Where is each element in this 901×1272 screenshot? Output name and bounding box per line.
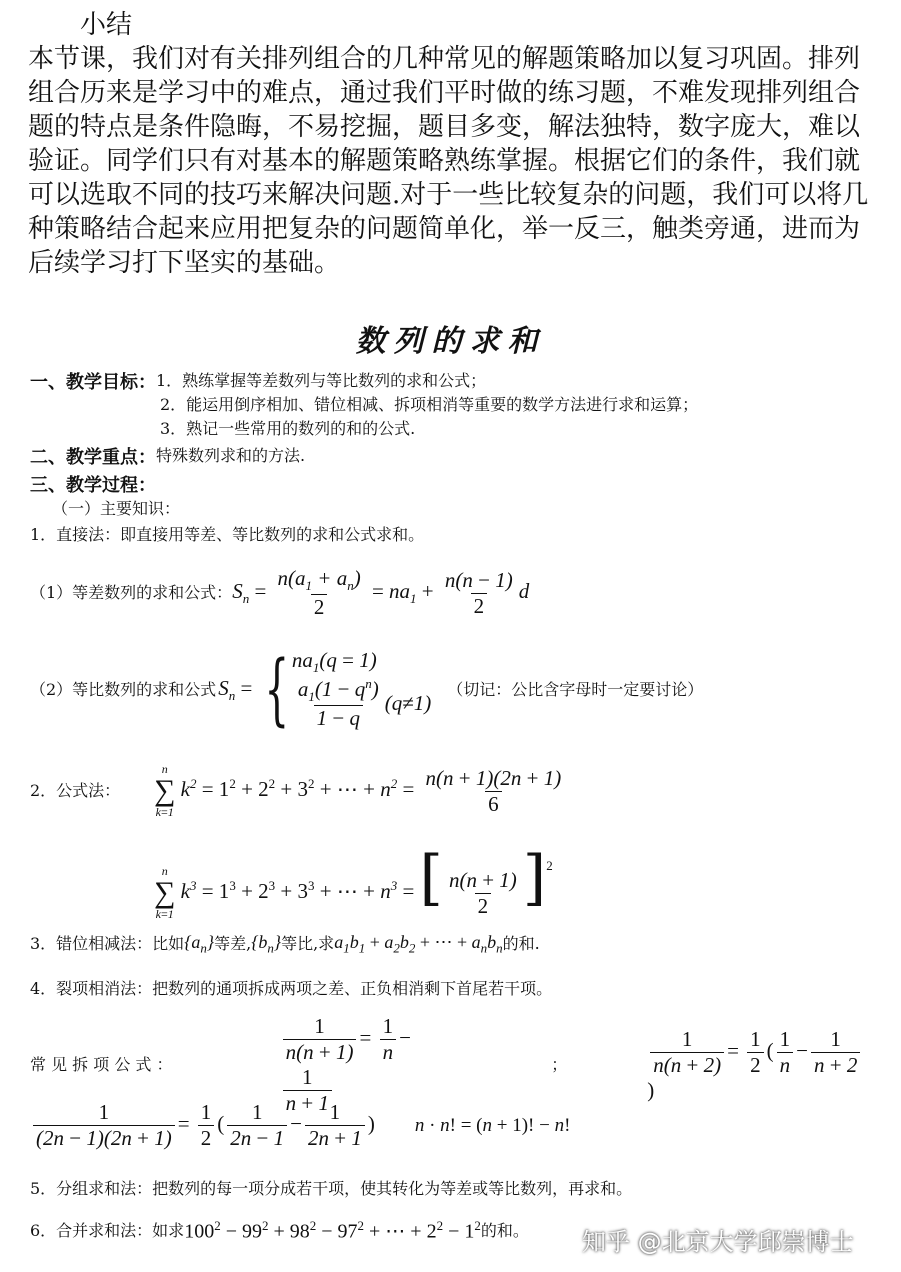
method-6-row bbox=[30, 1218, 529, 1244]
split-formula-2: $\frac{1}{n(n + 2)}$ = $\frac{1}{2}$ ( $\frac{1}{n}$ − $\frac{1}{n + 2}$ ) bbox=[647, 1027, 870, 1103]
method-6-formula: $100^2 - 99^2 + 98^2 - 97^2$ + ⋯ + $2^2 - 1^2$ bbox=[184, 1218, 481, 1243]
process-label: 三、教学过程： bbox=[30, 475, 156, 496]
method-3-row: 3．错位相减法：比如 $\{a_n\}$ 等差, $\{b_n\}$ 等比,求 $a_1b_1 + a_2b_2$ + ⋯ + $a_nb_n$ 的和. bbox=[30, 932, 540, 956]
left-brace: { bbox=[264, 644, 290, 735]
split-formula-1: $\frac{1}{n(n + 1)}$ = $\frac{1}{n}$ − $\frac{1}{n + 1}$ bbox=[280, 1014, 472, 1116]
summary-paragraph: 本节课，我们对有关排列组合的几种常见的解题策略加以复习巩固。排列组合历来是学习中的难点，通过我们平时做的练习题，不难发现排列组合题的特点是条件隐晦，不易挖掘，题目多变，解法独特，数字庞大，难以验证。同学们只有对基本的解题策略熟练掌握。根据它们的条件，我们就可以选取不同的技巧来解决问题.对于一些比较复杂的问题，我们可以将几种策略结合起来应用把复杂的问题简单化，举一反三，触类旁通，进而为后续学习打下坚实的基础。 bbox=[28, 44, 869, 278]
sum-cubes-formula: n ∑ k=1 $k^3 = 1^3 + 2^3 + 3^3$ + ⋯ + $n^3$ = [ $\frac{n(n + 1)}{2}$ ]$^2$ bbox=[154, 843, 553, 922]
focus-text: 特殊数列求和的方法. bbox=[156, 446, 306, 465]
method-6-label: 6．合并求和法：如求 bbox=[30, 1220, 185, 1240]
arith-sum-row bbox=[30, 566, 529, 620]
split-formulas-row-2 bbox=[30, 1100, 570, 1151]
method-3-text-1: 等差, bbox=[214, 934, 252, 954]
summary-section bbox=[28, 8, 878, 280]
method-4-text: 4．裂项相消法：把数列的通项拆成两项之差、正负相消剩下首尾若干项。 bbox=[30, 979, 553, 998]
geom-sum-row: （2）等比数列的求和公式 $S_n$ = { $na_1(q = 1)$ $\frac{a_1(1 - q^n)}{1 - q}$ (q ≠ 1) （切记：公比含字母时一定要讨论） bbox=[30, 644, 704, 735]
split-formula-3: $\frac{1}{(2n - 1)(2n + 1)}$ = $\frac{1}{2}$ ( $\frac{1}{2n - 1}$ − $\frac{1}{2n + 1}$ ) bbox=[30, 1100, 375, 1151]
method-5-text: 5．分组求和法：把数列的每一项分成若干项，使其转化为等差或等比数列，再求和。 bbox=[30, 1179, 633, 1198]
method-6-tail: 的和。 bbox=[480, 1220, 529, 1240]
geom-sum-cases: $na_1(q = 1)$ $\frac{a_1(1 - q^n)}{1 - q}$ (q ≠ 1) bbox=[291, 648, 432, 731]
separator: ； bbox=[551, 1055, 568, 1074]
sum-cubes-row bbox=[154, 843, 553, 922]
goal-item-1: 1．熟练掌握等差数列与等比数列的求和公式； bbox=[156, 371, 487, 390]
goal-item-2: 2．能运用倒序相加、错位相减、拆项相消等重要的数学方法进行求和运算； bbox=[160, 395, 699, 414]
split-formula-4: n · n! = (n + 1)! − n! bbox=[414, 1114, 571, 1136]
method-1-text: 1．直接法：即直接用等差、等比数列的求和公式求和。 bbox=[30, 525, 425, 544]
focus-row bbox=[30, 443, 305, 469]
method-3-text-2: 等比,求 bbox=[281, 934, 335, 954]
method-3-label: 3．错位相减法：比如 bbox=[30, 934, 185, 954]
sum-squares-row bbox=[30, 762, 567, 820]
focus-label: 二、教学重点： bbox=[30, 447, 156, 468]
geom-sum-note: （切记：公比含字母时一定要讨论） bbox=[447, 679, 704, 699]
arith-sum-label: （1）等差数列的求和公式： bbox=[30, 583, 233, 603]
summary-heading: 小结 bbox=[80, 10, 133, 40]
goals-row bbox=[30, 368, 486, 394]
goal-item-3: 3．熟记一些常用的数列的和的公式. bbox=[160, 419, 416, 438]
watermark: 知乎 @北京大学邱崇博士 bbox=[582, 1228, 854, 1256]
section-title: 数列的求和 bbox=[355, 324, 546, 359]
arith-sum-formula: $S_n$ = $\frac{n(a_1 + a_n)}{2}$ = $na_1$ + $\frac{n(n - 1)}{2}$ d bbox=[232, 566, 530, 620]
geom-sum-label: （2）等比数列的求和公式 bbox=[30, 679, 217, 699]
goals-label: 一、教学目标： bbox=[30, 372, 156, 393]
method-2-label: 2．公式法： bbox=[30, 781, 121, 800]
knowledge-label: （一）主要知识： bbox=[52, 499, 181, 518]
method-3-text-3: 的和. bbox=[502, 934, 540, 954]
common-split-label: 常 见 拆 项 公 式 ： bbox=[30, 1055, 173, 1074]
sum-squares-formula: n ∑ k=1 $k^2 = 1^2 + 2^2 + 3^2$ + ⋯ + $n^2$ = $\frac{n(n + 1)(2n + 1)}{6}$ bbox=[154, 762, 562, 819]
